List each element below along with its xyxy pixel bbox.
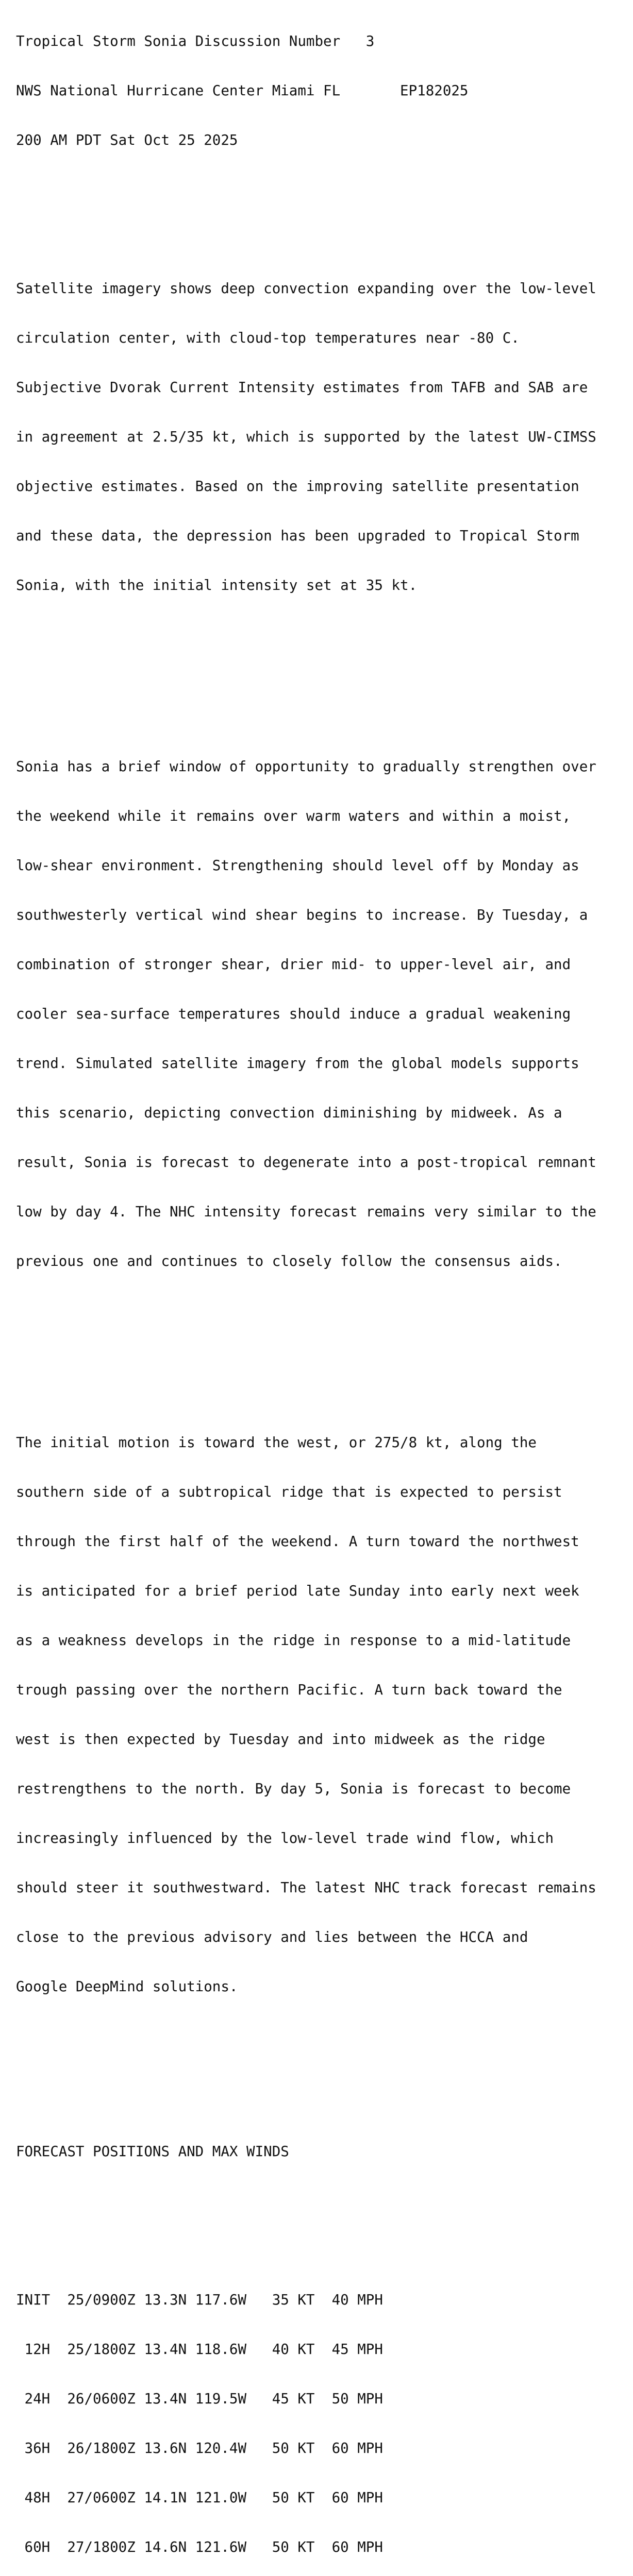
text-line: low-shear environment. Strengthening should level off by Monday as — [16, 857, 579, 874]
text-line: in agreement at 2.5/35 kt, which is supported by the latest UW-CIMSS — [16, 429, 596, 445]
discussion-paragraph-1 — [16, 247, 629, 626]
text-line: restrengthens to the north. By day 5, Sonia is forecast to become — [16, 1781, 571, 1797]
header-office-line: NWS National Hurricane Center Miami FL EP182025 — [16, 82, 469, 99]
text-line: west is then expected by Tuesday and into midweek as the ridge — [16, 1731, 545, 1748]
forecast-row: 60H 27/1800Z 14.6N 121.6W 50 KT 60 MPH — [16, 2539, 383, 2555]
text-line: previous one and continues to closely follow the consensus aids. — [16, 1253, 562, 1269]
header-title-line: Tropical Storm Sonia Discussion Number 3 — [16, 33, 375, 49]
forecast-row: 12H 25/1800Z 13.4N 118.6W 40 KT 45 MPH — [16, 2341, 383, 2358]
text-line: low by day 4. The NHC intensity forecast remains very similar to the — [16, 1204, 596, 1220]
forecast-heading: FORECAST POSITIONS AND MAX WINDS — [16, 2143, 289, 2160]
text-line: as a weakness develops in the ridge in response to a mid-latitude — [16, 1632, 571, 1649]
text-line: the weekend while it remains over warm waters and within a moist, — [16, 808, 571, 824]
text-line: Subjective Dvorak Current Intensity estimates from TAFB and SAB are — [16, 379, 588, 396]
text-line: close to the previous advisory and lies between the HCCA and — [16, 1929, 528, 1945]
discussion-paragraph-2 — [16, 725, 629, 1302]
text-line: Sonia has a brief window of opportunity to gradually strengthen over — [16, 758, 596, 775]
text-line: circulation center, with cloud-top temperatures near -80 C. — [16, 330, 520, 346]
text-line: southern side of a subtropical ridge that is expected to persist — [16, 1484, 562, 1500]
discussion-paragraph-3 — [16, 1401, 629, 2028]
text-line: trough passing over the northern Pacific. A turn back toward the — [16, 1682, 562, 1698]
text-line: is anticipated for a brief period late Sunday into early next week — [16, 1583, 579, 1599]
forecast-row: 24H 26/0600Z 13.4N 119.5W 45 KT 50 MPH — [16, 2391, 383, 2407]
text-line: Satellite imagery shows deep convection expanding over the low-level — [16, 280, 596, 297]
blank-line — [16, 1335, 629, 1352]
text-line: trend. Simulated satellite imagery from the global models supports — [16, 1055, 579, 1072]
text-line: Google DeepMind solutions. — [16, 1978, 238, 1995]
text-line: southwesterly vertical wind shear begins to increase. By Tuesday, a — [16, 907, 588, 923]
blank-line — [16, 2193, 629, 2209]
text-line: The initial motion is toward the west, or 275/8 kt, along the — [16, 1434, 537, 1451]
blank-line — [16, 181, 629, 198]
forecast-row: 36H 26/1800Z 13.6N 120.4W 50 KT 60 MPH — [16, 2440, 383, 2456]
text-line: and these data, the depression has been upgraded to Tropical Storm — [16, 528, 579, 544]
text-line: cooler sea-surface temperatures should induce a gradual weakening — [16, 1006, 571, 1022]
blank-lines — [16, 2061, 629, 2094]
forecast-table — [16, 2259, 629, 2576]
text-line: should steer it southwestward. The latest NHC track forecast remains — [16, 1879, 596, 1896]
blank-line — [16, 659, 629, 676]
text-line: result, Sonia is forecast to degenerate into a post-tropical remnant — [16, 1154, 596, 1171]
discussion-document — [16, 0, 629, 2576]
forecast-row: 48H 27/0600Z 14.1N 121.0W 50 KT 60 MPH — [16, 2489, 383, 2506]
header-time-line: 200 AM PDT Sat Oct 25 2025 — [16, 132, 238, 148]
text-line: increasingly influenced by the low-level trade wind flow, which — [16, 1830, 554, 1846]
text-line: Sonia, with the initial intensity set at 35 kt. — [16, 577, 418, 594]
text-line: this scenario, depicting convection diminishing by midweek. As a — [16, 1105, 562, 1121]
text-line: combination of stronger shear, drier mid- to upper-level air, and — [16, 956, 571, 973]
text-line: objective estimates. Based on the improving satellite presentation — [16, 478, 579, 495]
forecast-row: INIT 25/0900Z 13.3N 117.6W 35 KT 40 MPH — [16, 2292, 383, 2308]
text-line: through the first half of the weekend. A turn toward the northwest — [16, 1533, 579, 1550]
